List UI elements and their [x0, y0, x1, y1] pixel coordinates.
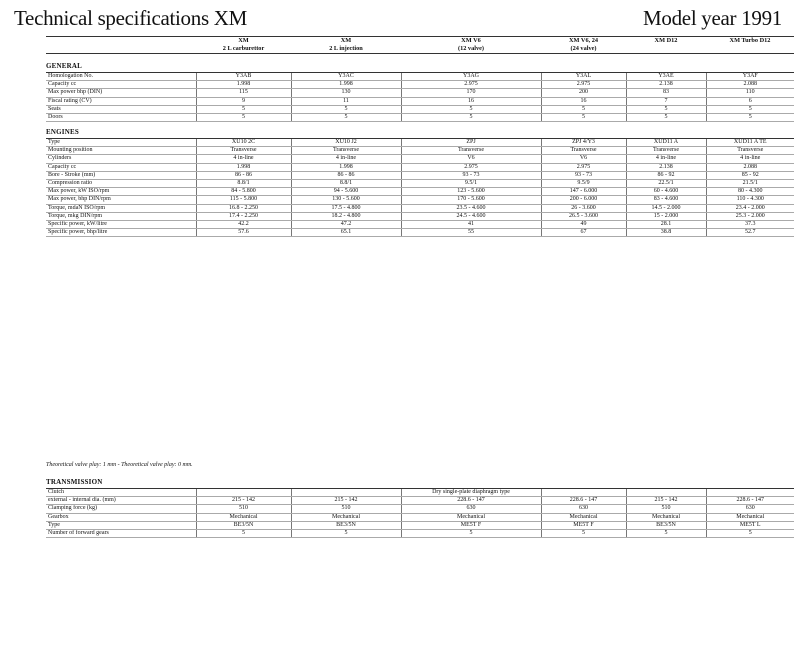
cell-value: 15 - 2.000: [626, 212, 706, 220]
cell-value: Transverse: [291, 147, 401, 155]
cell-value: Y3AF: [706, 73, 794, 81]
cell-value: 94 - 5.600: [291, 188, 401, 196]
cell-value: 630: [541, 505, 626, 513]
cell-value: 80 - 4.300: [706, 188, 794, 196]
cell-value: V6: [541, 155, 626, 163]
cell-value: 16: [401, 97, 541, 105]
cell-value: BE3/5N: [196, 521, 291, 529]
cell-value: 28.1: [626, 221, 706, 229]
cell-value: Mechanical: [401, 513, 541, 521]
cell-value: 17.5 - 4.800: [291, 204, 401, 212]
cell-value: 510: [626, 505, 706, 513]
cell-value: 5: [626, 105, 706, 113]
cell-value: 86 - 86: [196, 171, 291, 179]
cell-value: 130: [291, 89, 401, 97]
col-header-6: XM Turbo D12: [729, 37, 771, 44]
table-row: [46, 97, 794, 105]
table-row: [46, 212, 794, 220]
cell-value: 8.8/1: [196, 180, 291, 188]
table-row: [46, 81, 794, 89]
cell-value: 16: [541, 97, 626, 105]
cell-value: 65.1: [291, 229, 401, 237]
cell-value: 93 - 73: [401, 171, 541, 179]
cell-value: ZPJ 4/Y3: [541, 139, 626, 147]
cell-value: Y3AG: [401, 73, 541, 81]
cell-value: 1.998: [196, 81, 291, 89]
cell-value: 2.138: [626, 81, 706, 89]
row-label: Type: [46, 139, 196, 147]
general-heading: GENERAL: [46, 62, 83, 70]
cell-value: 2.138: [626, 163, 706, 171]
table-row: [46, 171, 794, 179]
cell-value: 2.975: [401, 163, 541, 171]
row-label: Fiscal rating (CV): [46, 97, 196, 105]
cell-value: 83: [626, 89, 706, 97]
table-row: [46, 221, 794, 229]
cell-value: 60 - 4.600: [626, 188, 706, 196]
cell-value: 215 - 142: [196, 497, 291, 505]
table-row: [46, 229, 794, 237]
cell-value: 170: [401, 89, 541, 97]
row-label: Capacity cc: [46, 163, 196, 171]
col-header-5: XM D12: [654, 37, 678, 44]
cell-value: 5: [706, 530, 794, 538]
table-row: [46, 497, 794, 505]
cell-value: Mechanical: [196, 513, 291, 521]
cell-value: 1.998: [291, 81, 401, 89]
cell-value: 49: [541, 221, 626, 229]
row-label: Capacity cc: [46, 81, 196, 89]
cell-value: BE3/5N: [626, 521, 706, 529]
cell-value: 5: [196, 114, 291, 122]
table-row: [46, 180, 794, 188]
cell-value: 110 - 4.300: [706, 196, 794, 204]
table-row: [46, 521, 794, 529]
cell-value: 1.998: [291, 163, 401, 171]
cell-value: 5: [541, 530, 626, 538]
cell-value: 215 - 142: [291, 497, 401, 505]
cell-value: 215 - 142: [626, 497, 706, 505]
table-row: [46, 114, 794, 122]
row-label: Max power bhp (DIN): [46, 89, 196, 97]
table-row: [46, 163, 794, 171]
cell-value: 110: [706, 89, 794, 97]
row-label: Compression ratio: [46, 180, 196, 188]
cell-value: 228.6 - 147: [541, 497, 626, 505]
cell-value: XU10 2C: [196, 139, 291, 147]
cell-value: 2.975: [541, 163, 626, 171]
cell-value: 147 - 6.000: [541, 188, 626, 196]
engines-table: [46, 138, 794, 237]
cell-value: 8.8/1: [291, 180, 401, 188]
cell-value: 37.3: [706, 221, 794, 229]
column-header-row: [46, 36, 794, 54]
row-label: Clamping force (kg): [46, 505, 196, 513]
cell-value: 42.2: [196, 221, 291, 229]
table-row: [46, 530, 794, 538]
cell-value: Y3AL: [541, 73, 626, 81]
cell-value: 47.2: [291, 221, 401, 229]
cell-value: 52.7: [706, 229, 794, 237]
table-row: [46, 73, 794, 81]
row-label: Bore - Stroke (mm): [46, 171, 196, 179]
cell-value: 38.8: [626, 229, 706, 237]
cell-value: 200: [541, 89, 626, 97]
row-label: Mounting position: [46, 147, 196, 155]
row-label: Torque, mdaN ISO/rpm: [46, 204, 196, 212]
table-row: [46, 489, 794, 497]
cell-value: 115: [196, 89, 291, 97]
cell-value: BE3/5N: [291, 521, 401, 529]
cell-value: 14.5 - 2.000: [626, 204, 706, 212]
cell-value: 16.8 - 2.250: [196, 204, 291, 212]
cell-value: 170 - 5.600: [401, 196, 541, 204]
table-row: [46, 196, 794, 204]
row-label: Doors: [46, 114, 196, 122]
row-label: Max power, kW ISO/rpm: [46, 188, 196, 196]
cell-value: Y3AE: [626, 73, 706, 81]
cell-value: 630: [401, 505, 541, 513]
cell-value: Mechanical: [541, 513, 626, 521]
cell-value: 2.088: [706, 163, 794, 171]
cell-value: 55: [401, 229, 541, 237]
cell-value: 21.5/1: [706, 180, 794, 188]
cell-value: 5: [196, 105, 291, 113]
general-table: [46, 72, 794, 122]
table-row: [46, 513, 794, 521]
table-row: [46, 505, 794, 513]
cell-value: 5: [626, 114, 706, 122]
cell-value: Transverse: [706, 147, 794, 155]
table-row: [46, 147, 794, 155]
cell-value: 2.088: [706, 81, 794, 89]
cell-value: 41: [401, 221, 541, 229]
cell-value: 9.5/1: [401, 180, 541, 188]
cell-value: 6: [706, 97, 794, 105]
cell-value: 2.975: [541, 81, 626, 89]
row-label: Homologation No.: [46, 73, 196, 81]
cell-value: 83 - 4.600: [626, 196, 706, 204]
cell-value: 123 - 5.600: [401, 188, 541, 196]
footnote: Theoretical valve play: 1 mm - Theoretical valve play: 0 mm.: [46, 462, 193, 468]
cell-value: ME5T F: [541, 521, 626, 529]
cell-value: XU10 J2: [291, 139, 401, 147]
table-row: [46, 155, 794, 163]
row-label: Number of forward gears: [46, 530, 196, 538]
cell-value: Mechanical: [706, 513, 794, 521]
cell-value: 510: [196, 505, 291, 513]
col-header-3: XM V6 (12 valve): [457, 37, 485, 52]
row-label: Type: [46, 521, 196, 529]
transmission-table: [46, 488, 794, 538]
cell-value: 17.4 - 2.250: [196, 212, 291, 220]
cell-value: 2.975: [401, 81, 541, 89]
cell-value: 9.5/9: [541, 180, 626, 188]
col-header-1: XM 2 L carburettor: [222, 37, 265, 52]
cell-value: 5: [291, 530, 401, 538]
transmission-heading: TRANSMISSION: [46, 478, 103, 486]
row-label: external - internal dia. (mm): [46, 497, 196, 505]
cell-value: 7: [626, 97, 706, 105]
cell-value: ME5T F: [401, 521, 541, 529]
cell-value: Y3AB: [196, 73, 291, 81]
cell-value: 26.5 - 3.600: [541, 212, 626, 220]
cell-value: 9: [196, 97, 291, 105]
cell-value: [626, 489, 706, 497]
table-row: [46, 139, 794, 147]
cell-value: 85 - 92: [706, 171, 794, 179]
cell-value: 23.5 - 4.600: [401, 204, 541, 212]
cell-value: 25.3 - 2.000: [706, 212, 794, 220]
cell-value: 84 - 5.800: [196, 188, 291, 196]
cell-value: 115 - 5.800: [196, 196, 291, 204]
table-row: [46, 105, 794, 113]
cell-value: 57.6: [196, 229, 291, 237]
table-row: [46, 188, 794, 196]
cell-value: XUD11 A TE: [706, 139, 794, 147]
cell-value: 4 in-line: [291, 155, 401, 163]
table-row: [46, 89, 794, 97]
document-title: Technical specifications XM: [14, 6, 248, 30]
cell-value: ZPJ: [401, 139, 541, 147]
cell-value: 26 - 3.600: [541, 204, 626, 212]
cell-value: XUD11 A: [626, 139, 706, 147]
cell-value: [541, 489, 626, 497]
cell-value: Transverse: [541, 147, 626, 155]
cell-value: 228.6 - 147: [401, 497, 541, 505]
cell-value: 4 in-line: [196, 155, 291, 163]
cell-value: 630: [706, 505, 794, 513]
cell-value: [291, 489, 401, 497]
cell-value: 5: [196, 530, 291, 538]
cell-value: [196, 489, 291, 497]
cell-value: 23.4 - 2.000: [706, 204, 794, 212]
cell-value: 130 - 5.600: [291, 196, 401, 204]
cell-value: [706, 489, 794, 497]
row-label: Torque, mkg DIN/rpm: [46, 212, 196, 220]
cell-value: Mechanical: [626, 513, 706, 521]
row-label: Clutch: [46, 489, 196, 497]
cell-value: Transverse: [401, 147, 541, 155]
row-label: Gearbox: [46, 513, 196, 521]
col-header-4: XM V6, 24 (24 valve): [568, 37, 599, 52]
cell-value: 67: [541, 229, 626, 237]
engines-heading: ENGINES: [46, 128, 79, 136]
cell-value: 5: [541, 105, 626, 113]
cell-value: Transverse: [196, 147, 291, 155]
row-label: Specific power, kW/litre: [46, 221, 196, 229]
cell-value: 24.5 - 4.600: [401, 212, 541, 220]
cell-value: 93 - 73: [541, 171, 626, 179]
cell-value: 5: [541, 114, 626, 122]
cell-value: Dry single-plate diaphragm type: [401, 489, 541, 497]
cell-value: 5: [706, 114, 794, 122]
cell-value: 510: [291, 505, 401, 513]
row-label: Cylinders: [46, 155, 196, 163]
cell-value: Y3AC: [291, 73, 401, 81]
cell-value: V6: [401, 155, 541, 163]
cell-value: 5: [401, 530, 541, 538]
cell-value: 200 - 6.000: [541, 196, 626, 204]
cell-value: 22.5/1: [626, 180, 706, 188]
cell-value: 5: [401, 105, 541, 113]
cell-value: Transverse: [626, 147, 706, 155]
cell-value: 86 - 92: [626, 171, 706, 179]
model-year: Model year 1991: [643, 6, 782, 30]
cell-value: 5: [291, 114, 401, 122]
cell-value: 4 in-line: [626, 155, 706, 163]
cell-value: 228.6 - 147: [706, 497, 794, 505]
col-header-2: XM 2 L injection: [329, 37, 363, 52]
row-label: Max power, bhp DIN/rpm: [46, 196, 196, 204]
cell-value: 5: [401, 114, 541, 122]
cell-value: 4 in-line: [706, 155, 794, 163]
cell-value: Mechanical: [291, 513, 401, 521]
cell-value: 5: [706, 105, 794, 113]
cell-value: 1.998: [196, 163, 291, 171]
cell-value: 86 - 86: [291, 171, 401, 179]
row-label: Seats: [46, 105, 196, 113]
cell-value: 5: [626, 530, 706, 538]
cell-value: 11: [291, 97, 401, 105]
cell-value: 18.2 - 4.800: [291, 212, 401, 220]
row-label: Specific power, bhp/litre: [46, 229, 196, 237]
cell-value: 5: [291, 105, 401, 113]
cell-value: ME5T L: [706, 521, 794, 529]
table-row: [46, 204, 794, 212]
